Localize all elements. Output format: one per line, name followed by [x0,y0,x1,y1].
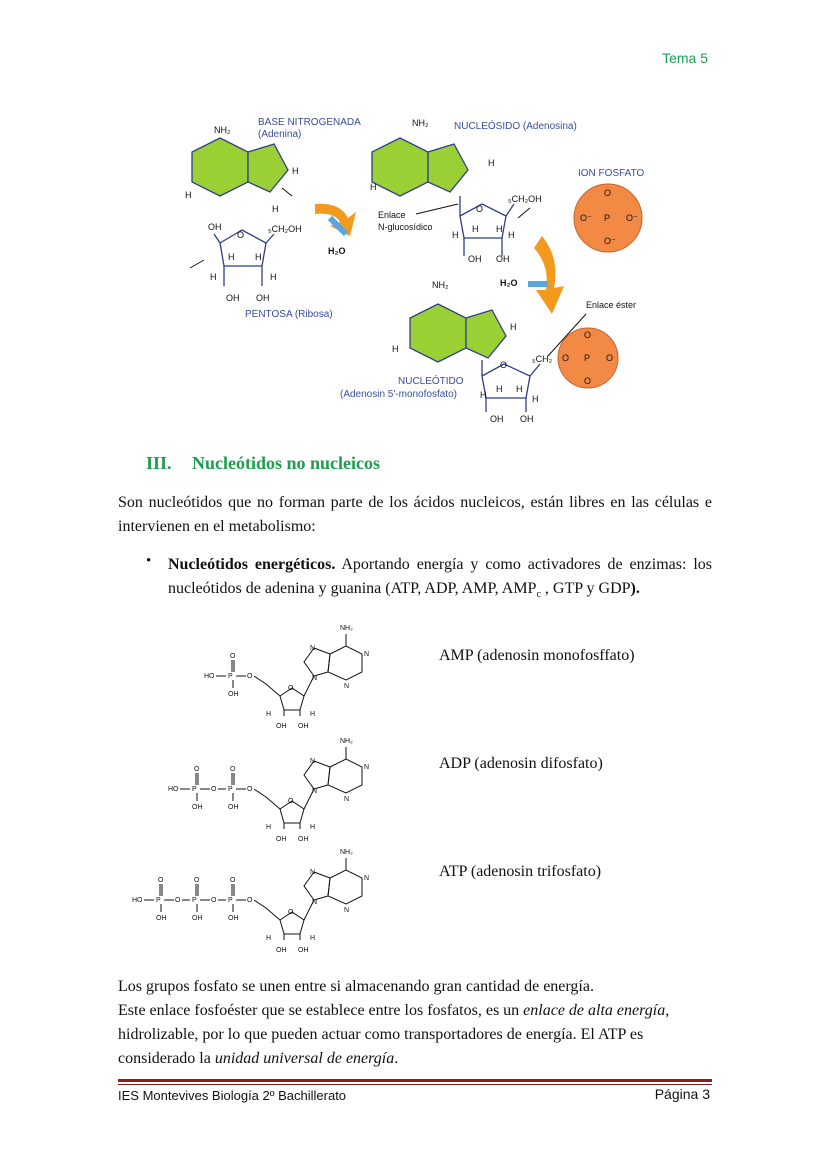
svg-text:O: O [584,376,592,386]
amp-structure [200,612,390,737]
high-energy-bond-term: enlace de alta energía [523,1002,666,1019]
nucleotide-molecule [392,280,618,424]
svg-text:H: H [270,272,277,282]
svg-text:N: N [364,875,370,882]
svg-text:H: H [510,322,517,332]
svg-text:H: H [516,384,523,394]
amp-caption: AMP (adenosin monofosffato) [439,647,635,664]
header-tema: Tema 5 [662,50,708,66]
svg-text:OH: OH [468,254,482,264]
svg-text:NH₂: NH₂ [340,738,353,745]
svg-text:H: H [496,384,503,394]
svg-text:OH: OH [208,222,222,232]
svg-text:OH: OH [276,947,287,954]
svg-text:O⁻: O⁻ [604,236,616,246]
svg-text:H: H [496,224,503,234]
svg-text:P: P [584,353,591,363]
glycosidic-bond-label-1: Enlace [378,210,406,220]
nucleoside-label: NUCLEÓSIDO (Adenosina) [454,121,577,132]
svg-text:OH: OH [490,414,504,424]
ribose-ch2oh: ₅CH₂OH [268,224,302,234]
footer-page-number: Página 3 [654,1086,710,1102]
svg-text:NH₂: NH₂ [432,280,449,290]
svg-text:N: N [364,651,370,658]
closing-line-3: hidrolizable, por lo que pueden actuar como transportadores de energía. El ATP es [118,1026,644,1043]
base-label: BASE NITROGENADA [258,117,361,128]
nucleotide-label: NUCLEÓTIDO [398,376,464,387]
water-label-2: H₂O [500,278,518,288]
svg-text:O: O [476,204,484,214]
closing-line-4: considerado la unidad universal de energía. [118,1050,399,1067]
reaction-arrow-2 [534,236,564,314]
svg-text:O: O [158,877,164,884]
svg-text:H: H [210,272,217,282]
adenosine-molecule [370,118,542,264]
adp-caption: ADP (adenosin difosfato) [439,755,603,772]
svg-text:P: P [156,897,161,904]
svg-text:O: O [247,897,253,904]
svg-text:OH: OH [520,414,534,424]
svg-text:H: H [310,711,316,718]
svg-text:H: H [266,711,272,718]
svg-text:O: O [237,230,245,240]
svg-text:NH₂: NH₂ [340,625,353,632]
svg-text:N: N [310,869,316,876]
footer-divider-thick [118,1079,712,1082]
section-heading [146,453,380,474]
svg-text:H: H [255,252,262,262]
bullet-lead: Nucleótidos energéticos. [168,556,336,573]
svg-text:H: H [370,182,377,192]
adp-structure [164,725,390,850]
svg-text:H: H [272,204,279,214]
section-title: Nucleótidos no nucleicos [192,453,381,473]
nucleotide-formation-diagram [170,108,650,433]
footer-divider-thin [118,1084,712,1085]
svg-text:O: O [194,877,200,884]
svg-text:HO: HO [168,786,179,793]
svg-text:OH: OH [228,691,239,698]
atp-caption: ATP (adenosin trifosfato) [439,863,602,880]
svg-text:N: N [310,645,316,652]
svg-text:H: H [292,166,299,176]
svg-text:O: O [211,897,217,904]
svg-text:O: O [194,766,200,773]
svg-text:O: O [247,786,253,793]
svg-text:O: O [230,877,236,884]
svg-text:P: P [228,786,233,793]
svg-text:N: N [364,764,370,771]
svg-text:OH: OH [298,723,309,730]
closing-line-1: Los grupos fosfato se unen entre si almacenando gran cantidad de energía. [118,978,594,995]
svg-text:HO: HO [204,673,215,680]
universal-energy-unit-term: unidad universal de energía [214,1050,395,1067]
atp-structure [128,836,390,961]
section-number: III. [146,453,172,473]
bullet-text: Aportando energía y como activadores de enzimas: los nucleótidos de adenina y guanina (ATP, ADP, AMP, AMP [168,556,713,597]
bullet-subscript: c [536,589,541,601]
svg-text:P: P [228,897,233,904]
svg-text:H: H [228,252,235,262]
adenine-nh2: NH₂ [214,125,231,135]
svg-text:H: H [480,390,487,400]
water-label-1: H₂O [328,246,346,256]
svg-text:H: H [508,230,515,240]
svg-text:H: H [266,824,272,831]
svg-text:P: P [604,213,611,223]
svg-text:₅CH₂OH: ₅CH₂OH [508,194,542,204]
svg-text:OH: OH [276,836,287,843]
svg-text:O: O [230,653,236,660]
svg-text:P: P [228,673,233,680]
bullet-tail: , GTP y GDP [540,580,631,597]
svg-text:OH: OH [228,804,239,811]
svg-text:O: O [175,897,181,904]
svg-text:OH: OH [226,293,240,303]
svg-text:O: O [288,685,294,692]
svg-text:OH: OH [496,254,510,264]
glycosidic-bond-label-2: N-glucosídico [378,222,433,232]
svg-text:OH: OH [256,293,270,303]
svg-text:N: N [344,796,350,803]
svg-text:H: H [266,935,272,942]
svg-text:O: O [230,766,236,773]
svg-text:H: H [452,230,459,240]
svg-text:HO: HO [132,897,143,904]
svg-text:OH: OH [298,836,309,843]
pentose-label: PENTOSA (Ribosa) [245,309,333,320]
svg-text:N: N [312,899,318,906]
svg-text:P: P [192,897,197,904]
svg-text:H: H [532,394,539,404]
svg-text:OH: OH [276,723,287,730]
svg-text:N: N [312,675,318,682]
svg-text:O: O [562,353,570,363]
svg-text:₅CH₂: ₅CH₂ [532,354,553,364]
ester-bond-label: Enlace éster [586,300,637,310]
svg-text:O: O [247,673,253,680]
ribose-molecule [190,222,302,303]
svg-text:H: H [472,224,479,234]
nucleotide-sublabel: (Adenosin 5'-monofosfato) [340,389,457,400]
intro-paragraph: Son nucleótidos que no forman parte de los ácidos nucleicos, están libres en las células e intervienen en el metabolismo: [118,494,712,535]
svg-text:O: O [288,798,294,805]
svg-text:H: H [310,935,316,942]
svg-text:OH: OH [192,915,203,922]
svg-text:P: P [192,786,197,793]
svg-text:O: O [604,188,612,198]
svg-text:N: N [310,758,316,765]
svg-text:O⁻: O⁻ [626,213,638,223]
phosphate-label: ION FOSFATO [578,168,645,179]
svg-text:N: N [344,683,350,690]
svg-text:NH₂: NH₂ [340,849,353,856]
svg-text:O: O [606,353,614,363]
svg-text:O: O [500,360,508,370]
bullet-close: ). [630,580,640,597]
svg-text:H: H [310,824,316,831]
svg-text:N: N [312,788,318,795]
svg-text:H: H [185,190,192,200]
bullet-marker: • [146,553,152,569]
svg-text:O: O [584,330,592,340]
svg-text:H: H [488,158,495,168]
svg-text:O: O [211,786,217,793]
svg-text:NH₂: NH₂ [412,118,429,128]
svg-text:OH: OH [192,804,203,811]
closing-paragraph [118,975,712,1071]
bullet-paragraph [168,553,712,607]
svg-text:OH: OH [298,947,309,954]
svg-text:O: O [288,909,294,916]
svg-text:N: N [344,907,350,914]
footer-school: IES Montevives Biología 2º Bachillerato [118,1088,347,1103]
base-sublabel: (Adenina) [258,129,302,140]
svg-text:H: H [392,344,399,354]
svg-text:OH: OH [156,915,167,922]
svg-text:O⁻: O⁻ [580,213,592,223]
closing-line-2: Este enlace fosfoéster que se establece entre los fosfatos, es un enlace de alta energía, [118,1002,670,1019]
svg-text:OH: OH [228,915,239,922]
